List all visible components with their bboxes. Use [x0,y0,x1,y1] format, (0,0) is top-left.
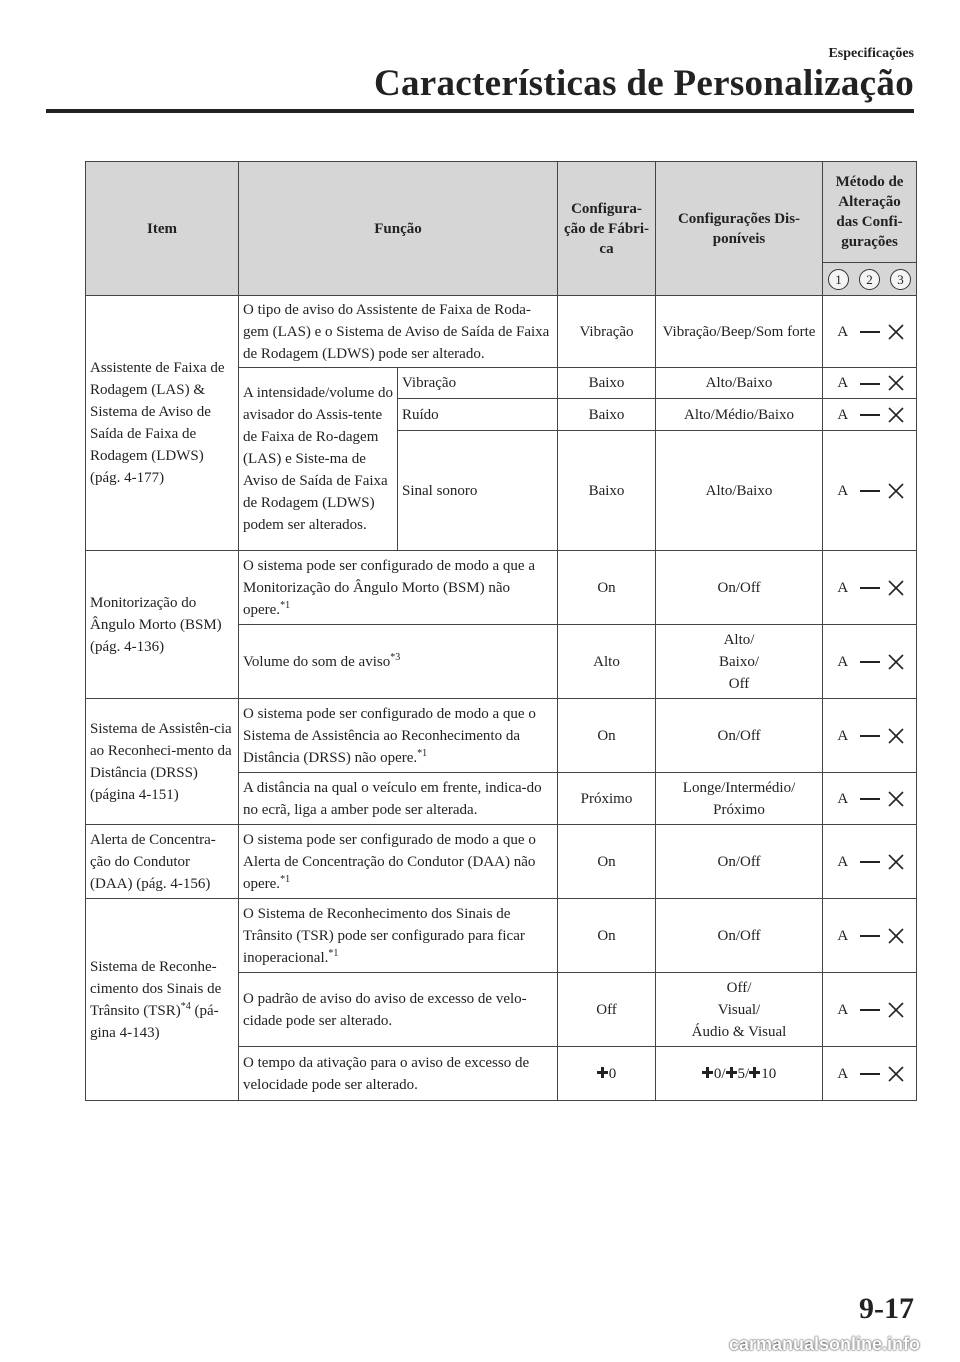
method-marks [827,851,912,873]
dash-icon [860,798,880,800]
funcao-cell: A distância na qual o veículo em frente, indica-do no ecrã, liga a amber pode ser alterada. [239,773,558,825]
page-number: 9-17 [859,1292,914,1325]
method-marks [827,404,912,426]
sub-function-cell: Ruído [398,399,558,431]
method-cell [823,551,917,625]
item-cell-bsm: Monitorização do Ângulo Morto (BSM) (pág. 4-136) [86,551,239,699]
watermark: carmanualsonline.info [728,1334,920,1354]
disponiveis-cell: On/Off [656,551,823,625]
method-a-mark: A [837,1001,849,1018]
funcao-cell: O padrão de aviso do aviso de excesso de velo-cidade pode ser alterado. [239,973,558,1047]
funcao-cell: O sistema pode ser configurado de modo a que o Sistema de Assistência ao Reconhecimento da Distância (DRSS) não opere.$^{*1}$ [239,699,558,773]
funcao-cell: O Sistema de Reconhecimento dos Sinais de Trânsito (TSR) pode ser configurado para ficar inoperacional.$^{*1}$ [239,899,558,973]
disponiveis-cell: Vibração/Beep/Som forte [656,296,823,368]
method-cell [823,296,917,368]
method-marks [827,788,912,810]
method-marks [827,925,912,947]
header-fabrica: Configura- ção de Fábri- ca [558,162,656,296]
dash-icon [860,1009,880,1011]
cross-icon [887,927,905,945]
page-title: Características de Personalização [373,63,914,104]
cross-icon [887,323,905,341]
item-cell-las: Assistente de Faixa de Rodagem (LAS) & Sistema de Aviso de Saída de Faixa de Rodagem (LDWS) (pág. 4-177) [86,296,239,551]
cross-icon [887,579,905,597]
number-three-icon: 3 [890,269,911,290]
fabrica-cell: On [558,699,656,773]
method-marks [827,725,912,747]
header-method-numbers [823,263,917,296]
cross-icon [887,790,905,808]
plus-icon [702,1067,713,1078]
section-label: Especificações [828,46,914,61]
fabrica-cell: On [558,825,656,899]
dash-icon [860,414,880,416]
funcao-cell: Volume do som de aviso$^{*3}$ [239,625,558,699]
disponiveis-cell: Off/ Visual/ Áudio & Visual [656,973,823,1047]
dash-icon [860,661,880,663]
cross-icon [887,1065,905,1083]
fabrica-cell: Baixo [558,431,656,551]
dash-icon [860,1073,880,1075]
item-cell-daa: Alerta de Concentra-ção do Condutor (DAA) (pág. 4-156) [86,825,239,899]
dash-icon [860,383,880,385]
method-cell [823,1047,917,1101]
sub-function-cell: Vibração [398,368,558,399]
item-cell-drss: Sistema de Assistên-cia ao Reconheci-mento da Distância (DRSS) (página 4-151) [86,699,239,825]
method-cell [823,399,917,431]
table-row [86,699,917,773]
method-a-mark: A [837,727,849,744]
fabrica-cell: 0 [558,1047,656,1101]
dash-icon [860,735,880,737]
method-a-mark: A [837,1065,849,1082]
plus-icon [597,1067,608,1078]
disponiveis-cell: Longe/Intermédio/ Próximo [656,773,823,825]
fabrica-cell: Próximo [558,773,656,825]
method-marks [827,321,912,343]
fabrica-cell: Baixo [558,368,656,399]
disponiveis-cell: On/Off [656,825,823,899]
method-marks [827,1063,912,1085]
cross-icon [887,406,905,424]
method-cell [823,773,917,825]
table-row [86,899,917,973]
method-cell [823,973,917,1047]
method-a-mark: A [837,406,849,423]
funcao-cell: O tipo de aviso do Assistente de Faixa de Roda-gem (LAS) e o Sistema de Aviso de Saída de Faixa de Rodagem (LDWS) pode ser alterado. [239,296,558,368]
fabrica-cell: Off [558,973,656,1047]
method-cell [823,368,917,399]
number-one-icon: 1 [828,269,849,290]
dash-icon [860,331,880,333]
method-a-mark: A [837,853,849,870]
dash-icon [860,587,880,589]
header-metodo: Método de Alteração das Confi- gurações [823,162,917,263]
header-funcao: Função [239,162,558,296]
fabrica-cell: On [558,551,656,625]
disponiveis-cell: On/Off [656,899,823,973]
method-marks [827,999,912,1021]
fabrica-cell: On [558,899,656,973]
funcao-cell: O sistema pode ser configurado de modo a que a Monitorização do Ângulo Morto (BSM) não opere.$^{*1}$ [239,551,558,625]
method-cell [823,699,917,773]
method-cell [823,825,917,899]
disponiveis-cell: Alto/ Baixo/ Off [656,625,823,699]
method-marks [827,651,912,673]
plus-icon [726,1067,737,1078]
header-item: Item [86,162,239,296]
method-cell [823,431,917,551]
table-row [86,296,917,368]
method-cell [823,625,917,699]
dash-icon [860,490,880,492]
method-a-mark: A [837,653,849,670]
cross-icon [887,374,905,392]
fabrica-cell: Alto [558,625,656,699]
method-a-mark: A [837,375,849,391]
method-a-mark: A [837,927,849,944]
funcao-group-cell: A intensidade/volume do avisador do Assis-tente de Faixa de Ro-dagem (LAS) e Siste-ma de Aviso de Saída de Faixa de Rodagem (LDWS) podem ser alterados. [239,368,398,551]
method-marks [827,577,912,599]
disponiveis-cell: 0/ 5/ 10 [656,1047,823,1101]
cross-icon [887,853,905,871]
number-two-icon: 2 [859,269,880,290]
customization-table [85,161,917,1101]
method-a-mark: A [837,579,849,596]
plus-icon [749,1067,760,1078]
cross-icon [887,653,905,671]
fabrica-cell: Vibração [558,296,656,368]
method-a-mark: A [837,482,849,499]
funcao-cell: O tempo da ativação para o aviso de excesso de velocidade pode ser alterado. [239,1047,558,1101]
table-row [86,551,917,625]
disponiveis-cell: On/Off [656,699,823,773]
fabrica-cell: Baixo [558,399,656,431]
dash-icon [860,935,880,937]
method-marks [827,372,912,394]
funcao-cell: O sistema pode ser configurado de modo a que o Alerta de Concentração do Condutor (DAA) não opere.$^{*1}$ [239,825,558,899]
disponiveis-cell: Alto/Médio/Baixo [656,399,823,431]
sub-function-cell: Sinal sonoro [398,431,558,551]
disponiveis-cell: Alto/Baixo [656,368,823,399]
method-a-mark: A [837,790,849,807]
dash-icon [860,861,880,863]
header-disponiveis: Configurações Dis- poníveis [656,162,823,296]
cross-icon [887,482,905,500]
title-rule [46,109,914,113]
cross-icon [887,1001,905,1019]
disponiveis-cell: Alto/Baixo [656,431,823,551]
method-cell [823,899,917,973]
item-cell-tsr: Sistema de Reconhe-cimento dos Sinais de Trânsito (TSR)$^{*4}$ (pá-gina 4-143) [86,899,239,1101]
method-marks [827,480,912,502]
cross-icon [887,727,905,745]
table-row [86,825,917,899]
method-a-mark: A [837,323,849,340]
